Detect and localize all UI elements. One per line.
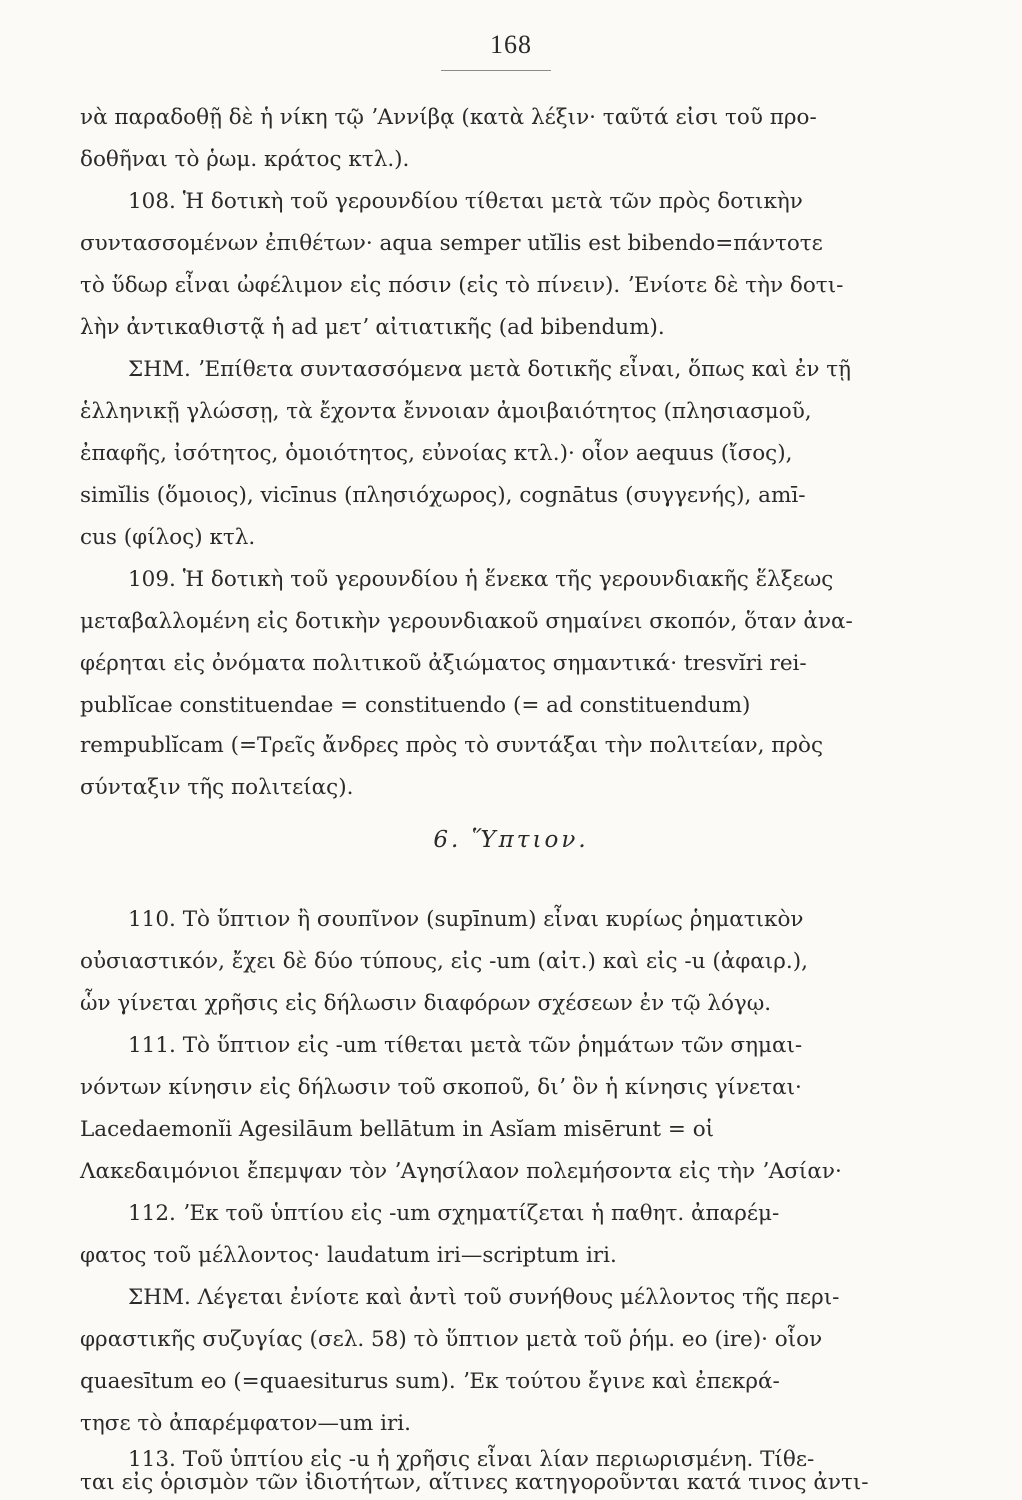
text-line: ται εἰς ὁρισμὸν τῶν ἰδιοτήτων, αἵτινες κατηγοροῦνται κατά τινος ἀντι- — [80, 1470, 869, 1495]
text-line: 109. Ἡ δοτικὴ τοῦ γερουνδίου ἡ ἕνεκα τῆς γερουνδιακῆς ἕλξεως — [128, 567, 834, 592]
page-number: 168 — [490, 30, 532, 59]
text-line: ΣΗΜ. Λέγεται ἐνίοτε καὶ ἀντὶ τοῦ συνήθους μέλλοντος τῆς περι- — [128, 1285, 840, 1310]
text-line: δοθῆναι τὸ ῥωμ. κράτος κτλ.). — [80, 147, 410, 172]
text-line: rempublĭcam (=Τρεῖς ἄνδρες πρὸς τὸ συντάξαι τὴν πολιτείαν, πρὸς — [80, 733, 824, 758]
header-rule — [441, 70, 551, 71]
text-line: ὧν γίνεται χρῆσις εἰς δήλωσιν διαφόρων σχέσεων ἐν τῷ λόγῳ. — [80, 991, 772, 1016]
text-line: publĭcae constituendae = constituendo (= ad constituendum) — [80, 693, 751, 718]
text-line: 110. Τὸ ὕπτιον ἢ σουπῖνον (supīnum) εἶναι κυρίως ῥηματικὸν — [128, 907, 804, 932]
text-line: 111. Τὸ ὕπτιον εἰς -um τίθεται μετὰ τῶν ῥημάτων τῶν σημαι- — [128, 1033, 803, 1058]
text-line: νὰ παραδοθῇ δὲ ἡ νίκη τῷ ʼΑννίβᾳ (κατὰ λέξιν· ταῦτά εἰσι τοῦ προ- — [80, 105, 817, 130]
text-line: φραστικῆς συζυγίας (σελ. 58) τὸ ὕπτιον μετὰ τοῦ ῥήμ. eo (ire)· οἷον — [80, 1327, 823, 1352]
text-line: quaesītum eo (=quaesiturus sum). ʼΕκ τούτου ἔγινε καὶ ἐπεκρά- — [80, 1369, 780, 1394]
text-line: ἑλληνικῇ γλώσσῃ, τὰ ἔχοντα ἔννοιαν ἀμοιβαιότητος (πλησιασμοῦ, — [80, 399, 812, 424]
text-line: σύνταξιν τῆς πολιτείας). — [80, 775, 354, 800]
text-line: Λακεδαιμόνιοι ἔπεμψαν τὸν ʼΑγησίλαον πολεμήσοντα εἰς τὴν ʼΑσίαν· — [80, 1159, 842, 1184]
text-line: συντασσομένων ἐπιθέτων· aqua semper utĭlis est bibendo=πάντοτε — [80, 231, 823, 256]
text-line: νόντων κίνησιν εἰς δήλωσιν τοῦ σκοποῦ, διʼ ὃν ἡ κίνησις γίνεται· — [80, 1075, 802, 1100]
text-line: Lacedaemonĭi Agesilāum bellātum in Asĭam misērunt = οἱ — [80, 1117, 715, 1142]
text-line: ἐπαφῆς, ἰσότητος, ὁμοιότητος, εὐνοίας κτλ.)· οἷον aequus (ἴσος), — [80, 441, 793, 466]
text-line: τὸ ὕδωρ εἶναι ὠφέλιμον εἰς πόσιν (εἰς τὸ πίνειν). ʼΕνίοτε δὲ τὴν δοτι- — [80, 273, 844, 298]
text-line: 108. Ἡ δοτικὴ τοῦ γερουνδίου τίθεται μετὰ τῶν πρὸς δοτικὴν — [128, 189, 803, 214]
text-line: φέρηται εἰς ὀνόματα πολιτικοῦ ἀξιώματος σημαντικά· tresvĭri rei- — [80, 651, 807, 676]
text-line: cus (φίλος) κτλ. — [80, 525, 256, 550]
text-line: λὴν ἀντικαθιστᾷ ἡ ad μετʼ αἰτιατικῆς (ad bibendum). — [80, 315, 665, 340]
section-heading: 6. Ὕπτιον. — [433, 827, 589, 853]
text-line: τησε τὸ ἀπαρέμφατον—um iri. — [80, 1411, 411, 1436]
text-line: 113. Τοῦ ὑπτίου εἰς -u ἡ χρῆσις εἶναι λίαν περιωρισμένη. Τίθε- — [128, 1447, 815, 1472]
text-line: μεταβαλλομένη εἰς δοτικὴν γερουνδιακοῦ σημαίνει σκοπόν, ὅταν ἀνα- — [80, 609, 853, 634]
text-line: simĭlis (ὅμοιος), vicīnus (πλησιόχωρος), cognātus (συγγενής), amī- — [80, 483, 806, 508]
text-line: φατος τοῦ μέλλοντος· laudatum iri—scriptum iri. — [80, 1243, 617, 1268]
text-line: ΣΗΜ. ʼΕπίθετα συντασσόμενα μετὰ δοτικῆς εἶναι, ὅπως καὶ ἐν τῇ — [128, 357, 852, 382]
text-line: οὐσιαστικόν, ἔχει δὲ δύο τύπους, εἰς -um (αἰτ.) καὶ εἰς -u (ἀφαιρ.), — [80, 949, 808, 974]
text-line: 112. ʼΕκ τοῦ ὑπτίου εἰς -um σχηματίζεται ἡ παθητ. ἀπαρέμ- — [128, 1201, 780, 1226]
